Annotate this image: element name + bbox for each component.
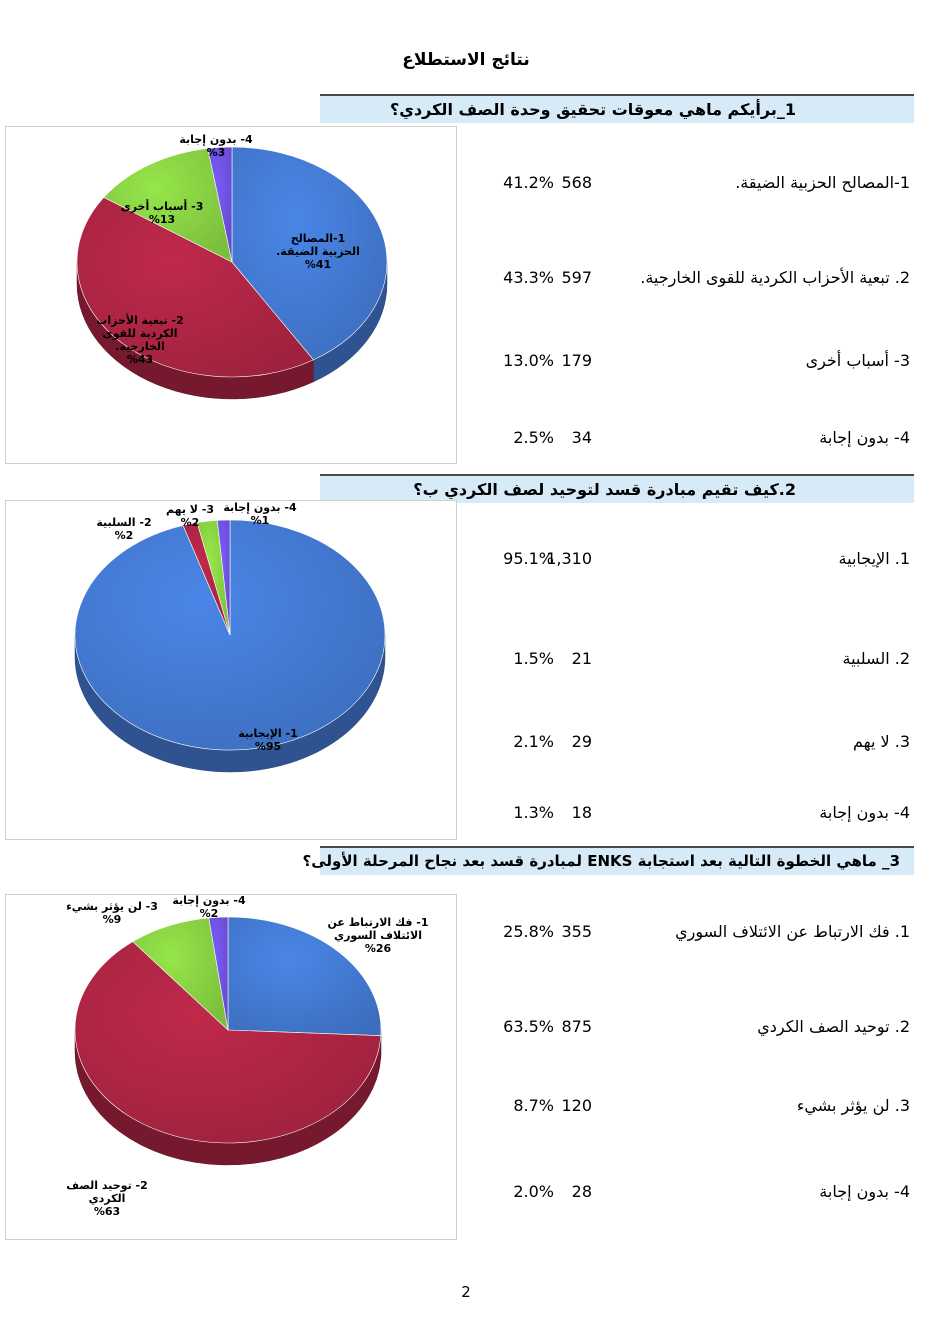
row-percent: 63.5%: [503, 1017, 554, 1036]
pie-data-label: 2- توحيد الصف الكردي %63: [66, 1179, 148, 1218]
table-row: [470, 173, 910, 197]
pie-chart-2-svg: [6, 501, 456, 839]
table-row: [470, 922, 910, 946]
row-percent: 8.7%: [513, 1096, 554, 1115]
row-label: 2. السلبية: [842, 649, 910, 668]
pie-data-label: 4- بدون إجابة %3: [179, 133, 253, 159]
row-count: 179: [561, 351, 592, 370]
row-label: 4- بدون إجابة: [819, 428, 910, 447]
pie-data-label: 2- تبعية الأحزاب الكردية للقوى الخارجية. %43: [96, 314, 184, 366]
pie-data-label: 3- أسباب أخرى %13: [120, 200, 204, 226]
row-count: 18: [571, 803, 592, 822]
pie-chart-1-svg: [6, 127, 456, 463]
row-label: 1-المصالح الحزبية الضيقة.: [735, 173, 910, 192]
table-row: [470, 732, 910, 756]
row-count: 597: [561, 268, 592, 287]
row-count: 355: [561, 922, 592, 941]
table-row: [470, 803, 910, 827]
table-row: [470, 1096, 910, 1120]
row-label: 3. لا يهم: [852, 732, 910, 751]
page-title: نتائج الاستطلاع: [402, 50, 530, 70]
question-1-header: 1_برأيكم ماهي معوقات تحقيق وحدة الصف الكردي؟: [320, 94, 914, 123]
pie-data-label: 1-المصالح الحزبية الضيقة. %41: [276, 232, 360, 271]
table-row: [470, 649, 910, 673]
pie-data-label: 4- بدون إجابة %1: [223, 501, 297, 527]
row-label: 3. لن يؤثر بشيء: [796, 1096, 910, 1115]
row-label: 2. توحيد الصف الكردي: [757, 1017, 910, 1036]
row-label: 2. تبعية الأحزاب الكردية للقوى الخارجية.: [640, 268, 910, 287]
row-count: 21: [571, 649, 592, 668]
row-label: 1. الإيجابية: [838, 549, 910, 568]
pie-chart-2: [5, 500, 457, 840]
row-percent: 1.3%: [513, 803, 554, 822]
table-row: [470, 268, 910, 292]
table-row: [470, 1182, 910, 1206]
table-row: [470, 549, 910, 573]
pie-data-label: 2- السلبية %2: [96, 516, 152, 542]
table-row: [470, 1017, 910, 1041]
row-label: 3- أسباب أخرى: [805, 351, 910, 370]
table-row: [470, 428, 910, 452]
pie-chart-1: [5, 126, 457, 464]
row-percent: 2.0%: [513, 1182, 554, 1201]
pie-chart-3: [5, 894, 457, 1240]
row-count: 120: [561, 1096, 592, 1115]
row-count: 28: [571, 1182, 592, 1201]
row-percent: 95.1%: [503, 549, 554, 568]
row-label: 4- بدون إجابة: [819, 1182, 910, 1201]
row-count: 34: [571, 428, 592, 447]
row-percent: 1.5%: [513, 649, 554, 668]
question-3-header: 3_ ماهي الخطوة التالية بعد استجابة ENKS لمبادرة قسد بعد نجاح المرحلة الأولى؟: [320, 846, 914, 875]
row-label: 4- بدون إجابة: [819, 803, 910, 822]
pie-data-label: 4- بدون إجابة %2: [172, 895, 246, 920]
row-count: 875: [561, 1017, 592, 1036]
pie-data-label: 3- لن يؤثر بشيء %9: [66, 900, 158, 926]
row-count: 29: [571, 732, 592, 751]
row-percent: 2.1%: [513, 732, 554, 751]
pie-chart-3-svg: [6, 895, 456, 1239]
question-2-header: 2.كيف تقيم مبادرة قسد لتوحيد لصف الكردي ب؟: [320, 474, 914, 503]
row-percent: 25.8%: [503, 922, 554, 941]
row-percent: 13.0%: [503, 351, 554, 370]
pie-data-label: 3- لا يهم %2: [165, 503, 215, 529]
pie-data-label: 1- الإيجابية %95: [238, 727, 298, 753]
row-percent: 41.2%: [503, 173, 554, 192]
row-percent: 2.5%: [513, 428, 554, 447]
pie-data-label: 1- فك الارتباط عن الائتلاف السوري %26: [327, 916, 429, 955]
row-count: 1,310: [546, 549, 592, 568]
row-percent: 43.3%: [503, 268, 554, 287]
row-count: 568: [561, 173, 592, 192]
row-label: 1. فك الارتباط عن الائتلاف السوري: [675, 922, 910, 941]
table-row: [470, 351, 910, 375]
page-number: 2: [461, 1283, 471, 1301]
